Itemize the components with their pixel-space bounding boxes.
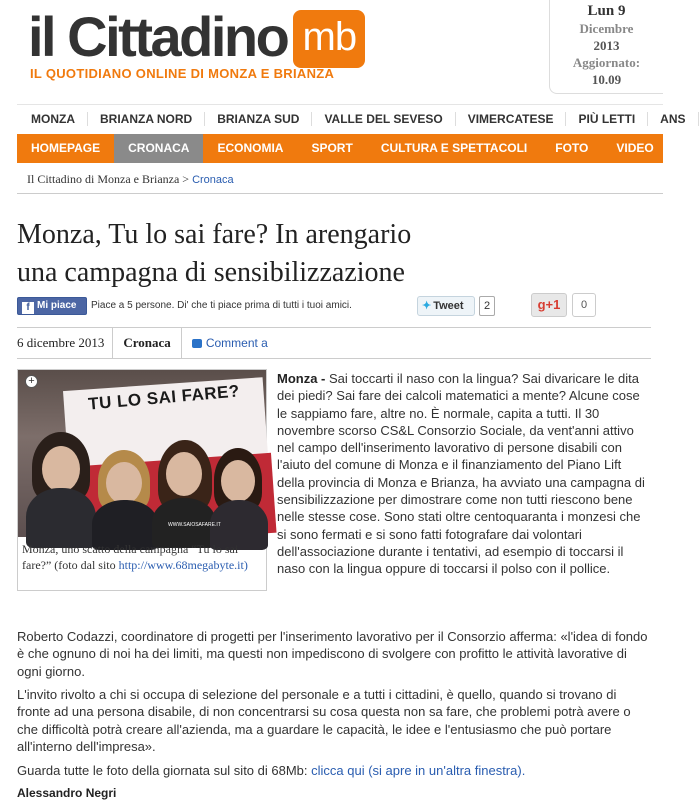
zone-nav-piu-letti[interactable]: PIÙ LETTI — [566, 112, 648, 126]
article-title — [17, 216, 617, 292]
comment-link[interactable] — [182, 328, 268, 358]
cat-nav-economia[interactable]: ECONOMIA — [217, 141, 284, 155]
breadcrumb-current[interactable]: Cronaca — [192, 174, 234, 186]
article-paragraph-1 — [277, 370, 651, 578]
figure-caption-text: Monza, uno scatto della campagna “Tu lo sai fare?” (foto dal sito — [22, 542, 239, 572]
comment-label: Comment a — [205, 336, 268, 350]
breadcrumb-home[interactable]: Il Cittadino di Monza e Brianza — [27, 172, 180, 186]
comment-icon — [192, 339, 202, 348]
cat-nav-foto[interactable]: FOTO — [555, 141, 589, 155]
cat-nav-homepage[interactable]: HOMEPAGE — [31, 141, 101, 155]
article-photo[interactable] — [18, 370, 266, 537]
article-location: Monza - — [277, 371, 329, 386]
date-day: Lun 9 — [587, 3, 626, 19]
article-figure — [17, 369, 267, 591]
figure-caption-link[interactable]: http://www.68megabyte.it) — [118, 558, 248, 572]
google-plus-button[interactable]: g+1 — [531, 293, 567, 317]
cat-nav-cultura-e-spettacoli[interactable]: CULTURA E SPETTACOLI — [380, 141, 528, 155]
cat-nav-sport[interactable]: SPORT — [311, 141, 353, 155]
cat-nav-video[interactable]: VIDEO — [616, 141, 654, 155]
photos-link[interactable]: clicca qui (si apre in un'altra finestra). — [311, 763, 526, 778]
zone-nav-valle-del-seveso[interactable]: VALLE DEL SEVESO — [312, 112, 455, 126]
article-date: 6 dicembre 2013 — [17, 328, 113, 358]
article-author: Alessandro Negri — [17, 786, 117, 800]
cat-nav-cronaca[interactable]: CRONACA — [114, 134, 203, 163]
facebook-icon: f — [22, 302, 34, 314]
article-paragraph-2: Roberto Codazzi, coordinatore di progetti per l'inserimento lavorativo per il Consorzio afferma: «l'idea di fondo è che ognuno di noi ha dei limiti, ma questi non impediscono di svolgere con profitto le attività lavorative di ogni giorno. — [17, 629, 648, 679]
zoom-icon[interactable]: + — [25, 375, 38, 388]
social-bar — [17, 295, 651, 319]
zone-nav-ans[interactable]: ANS — [648, 112, 698, 126]
article-meta — [17, 327, 651, 359]
article-paragraph-3: L'invito rivolto a chi si occupa di selezione del personale e a tutti i cittadini, è quello, quando si trovano di fronte ad una persona disabile, di non concentrarsi su cosa questa non sa fare, che problemi potrà avere o che difficoltà potrà creare all'azienda, ma a guardare le capacità, le idee e l'entusiasmo che può portare all'interno dell'impresa». — [17, 687, 631, 754]
tweet-label: Tweet — [433, 300, 464, 312]
zone-nav-brianza-nord[interactable]: BRIANZA NORD — [88, 112, 205, 126]
figure-caption — [22, 541, 262, 573]
tweet-button[interactable] — [417, 296, 475, 316]
zone-nav-vimercatese[interactable]: VIMERCATESE — [456, 112, 567, 126]
logo-badge: mb — [293, 10, 365, 68]
updated-time: 10.09 — [591, 72, 622, 87]
category-nav — [17, 134, 663, 163]
site-header — [0, 0, 663, 100]
zone-nav-brianza-sud[interactable]: BRIANZA SUD — [205, 112, 312, 126]
site-tagline: IL QUOTIDIANO ONLINE DI MONZA E BRIANZA — [30, 66, 335, 81]
facebook-like-text: Piace a 5 persone. Di' che ti piace prima di tutti i tuoi amici. — [91, 300, 352, 311]
zone-nav — [17, 104, 686, 132]
article-paragraph-1-text: Sai toccarti il naso con la lingua? Sai divaricare le dita dei piedi? Sai fare dei calcoli matematici a mente? Alcune cose le sappiamo fare, altre no. È normale, capita a tutti. Il 30 novembre scorso CS&L Consorzio Sociale, da vent'anni attivo nel campo dell'inserimento lavorativo di persone disabili con l'aiuto del comune di Monza e il finanziamento del Piano Lift della provincia di Monza e Brianza, ha avviato una campagna di sensibilizzazione per dimostrare come non tutti riescono bene nelle stesse cose. Sono stati oltre centoquaranta i monzesi che si sono fermati e si sono fatti fotografare dai volontari dell'associazione durante i tentativi, ad esempio di toccarsi il naso con la lingua oppure di toccarsi il polso con il pollice. — [277, 371, 645, 577]
facebook-like-label: Mi piace — [37, 300, 77, 311]
photo-url-text: WWW.SAIOSAFARE.IT — [168, 522, 221, 528]
tweet-count: 2 — [479, 296, 495, 316]
zone-nav-monza[interactable]: MONZA — [17, 112, 88, 126]
date-year: 2013 — [593, 38, 620, 53]
google-plus-count: 0 — [572, 293, 596, 317]
article-title-line2: una campagna di sensibilizzazione — [17, 257, 405, 288]
twitter-bird-icon: ✦ — [422, 300, 432, 312]
facebook-like-button[interactable] — [17, 297, 87, 315]
date-month: Dicembre — [579, 21, 634, 36]
photo-slogan: TU LO SAI FARE? — [87, 381, 241, 414]
article-title-line1: Monza, Tu lo sai fare? In arengario — [17, 219, 412, 250]
article-category[interactable]: Cronaca — [113, 328, 181, 358]
updated-label: Aggiornato: — [572, 55, 641, 70]
breadcrumb — [17, 166, 663, 194]
article-paragraph-4-text: Guarda tutte le foto della giornata sul sito di 68Mb: — [17, 763, 312, 778]
breadcrumb-separator: > — [179, 172, 193, 186]
logo-text: il Cittadino — [28, 5, 288, 68]
site-logo[interactable] — [28, 6, 365, 68]
article-paragraph-4 — [17, 762, 651, 779]
date-box — [549, 0, 663, 94]
